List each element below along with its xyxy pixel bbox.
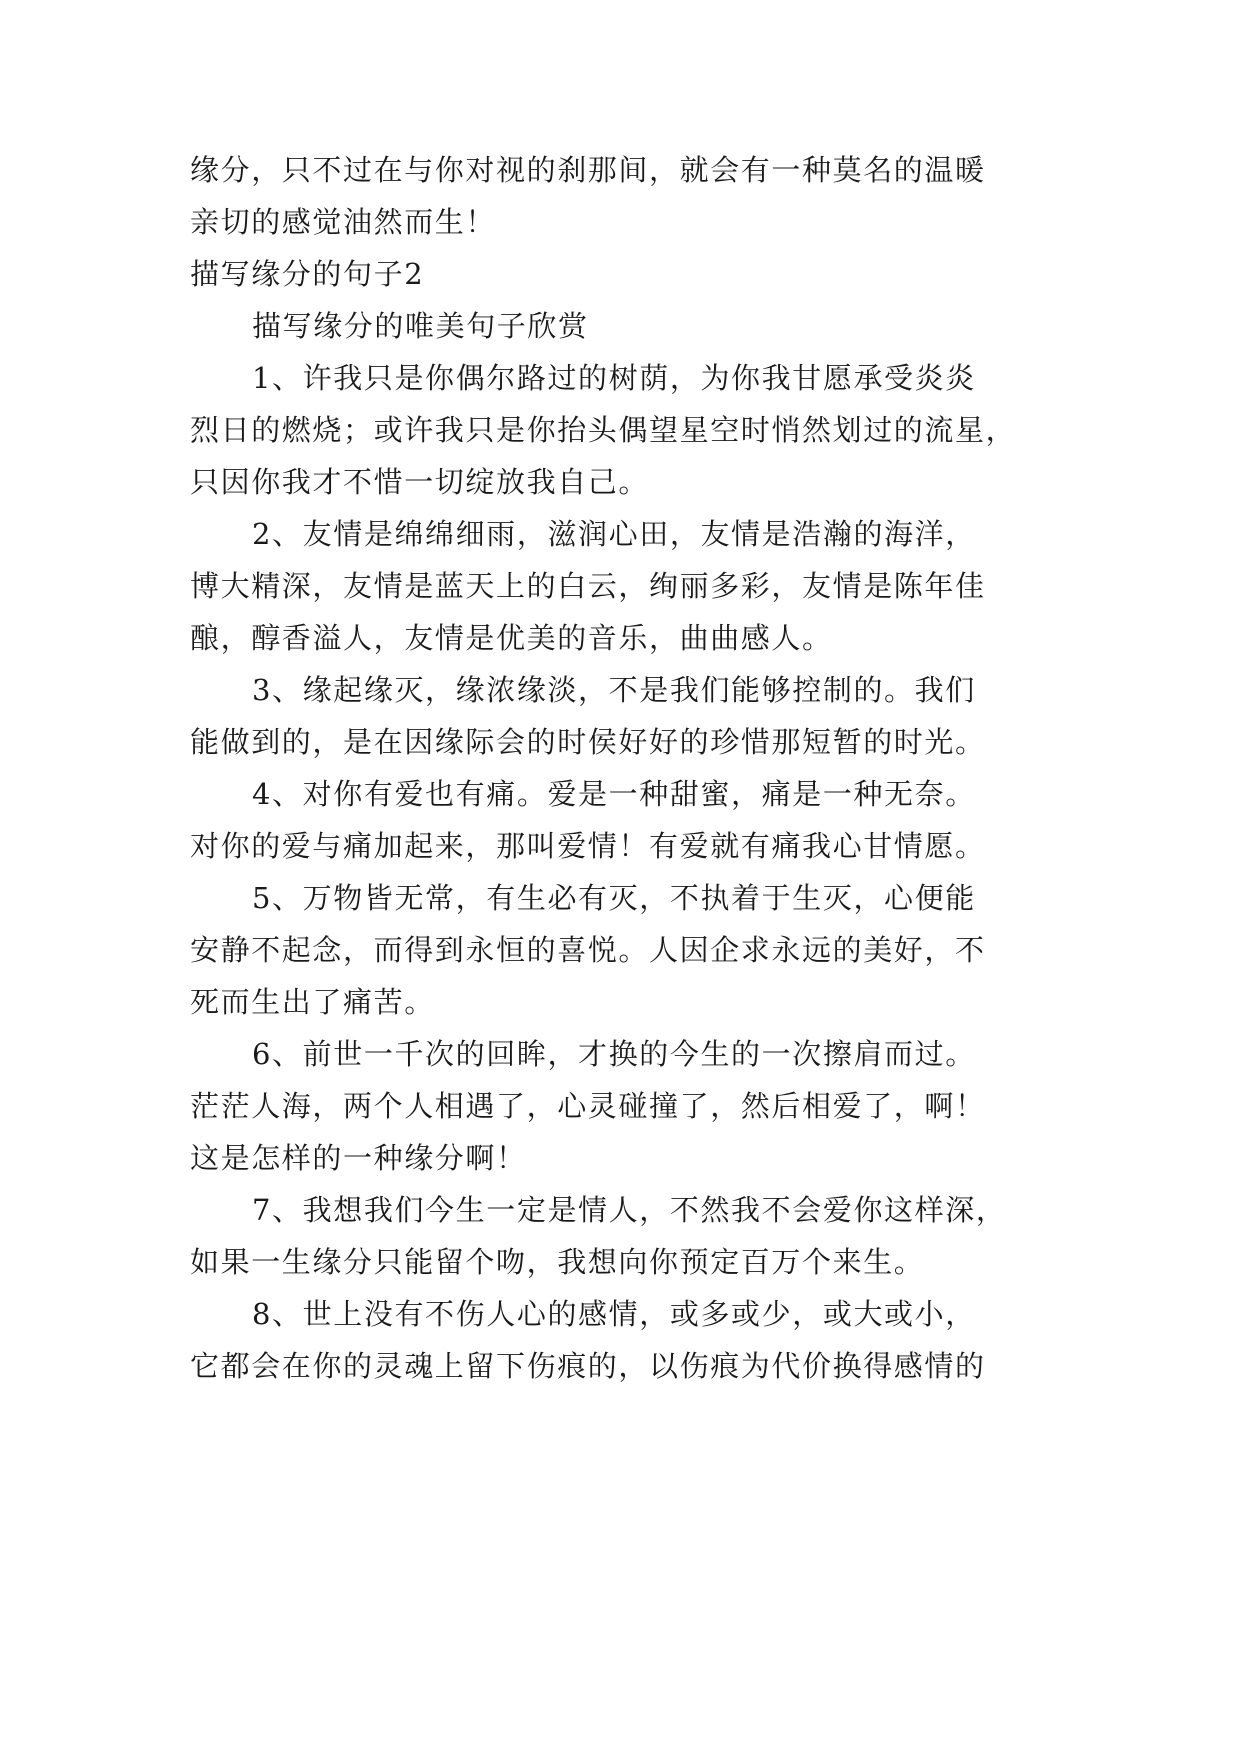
subheading: 描写缘分的唯美句子欣赏 [252, 309, 589, 343]
section-heading: 描写缘分的句子2 [190, 257, 425, 291]
text-line: 5、万物皆无常，有生必有灭，不执着于生灭，心便能 [252, 881, 976, 915]
text-line: 安静不起念，而得到永恒的喜悦。人因企求永远的美好，不 [190, 933, 986, 967]
text-line: 缘分，只不过在与你对视的刹那间，就会有一种莫名的温暖 [190, 153, 986, 187]
text-line: 能做到的，是在因缘际会的时侯好好的珍惜那短暂的时光。 [190, 725, 986, 759]
text-line: 如果一生缘分只能留个吻，我想向你预定百万个来生。 [190, 1245, 925, 1279]
text-line: 这是怎样的一种缘分啊！ [190, 1141, 527, 1175]
text-line: 死而生出了痛苦。 [190, 985, 435, 1019]
text-line: 对你的爱与痛加起来，那叫爱情！有爱就有痛我心甘情愿。 [190, 829, 986, 863]
text-line: 酿，醇香溢人，友情是优美的音乐，曲曲感人。 [190, 621, 833, 655]
text-line: 茫茫人海，两个人相遇了，心灵碰撞了，然后相爱了，啊！ [190, 1089, 986, 1123]
text-line: 烈日的燃烧；或许我只是你抬头偶望星空时悄然划过的流星， [190, 413, 1017, 447]
text-line: 6、前世一千次的回眸，才换的今生的一次擦肩而过。 [252, 1037, 976, 1071]
text-line: 博大精深，友情是蓝天上的白云，绚丽多彩，友情是陈年佳 [190, 569, 986, 603]
text-line: 1、许我只是你偶尔路过的树荫，为你我甘愿承受炎炎 [252, 361, 976, 395]
text-line: 亲切的感觉油然而生！ [190, 205, 497, 239]
text-line: 8、世上没有不伤人心的感情，或多或少，或大或小， [252, 1297, 976, 1331]
text-line: 4、对你有爱也有痛。爱是一种甜蜜，痛是一种无奈。 [252, 777, 976, 811]
text-line: 只因你我才不惜一切绽放我自己。 [190, 465, 650, 499]
text-line: 7、我想我们今生一定是情人，不然我不会爱你这样深， [252, 1193, 1007, 1227]
text-line: 2、友情是绵绵细雨，滋润心田，友情是浩瀚的海洋， [252, 517, 976, 551]
text-line: 它都会在你的灵魂上留下伤痕的，以伤痕为代价换得感情的 [190, 1349, 986, 1383]
text-line: 3、缘起缘灭，缘浓缘淡，不是我们能够控制的。我们 [252, 673, 976, 707]
